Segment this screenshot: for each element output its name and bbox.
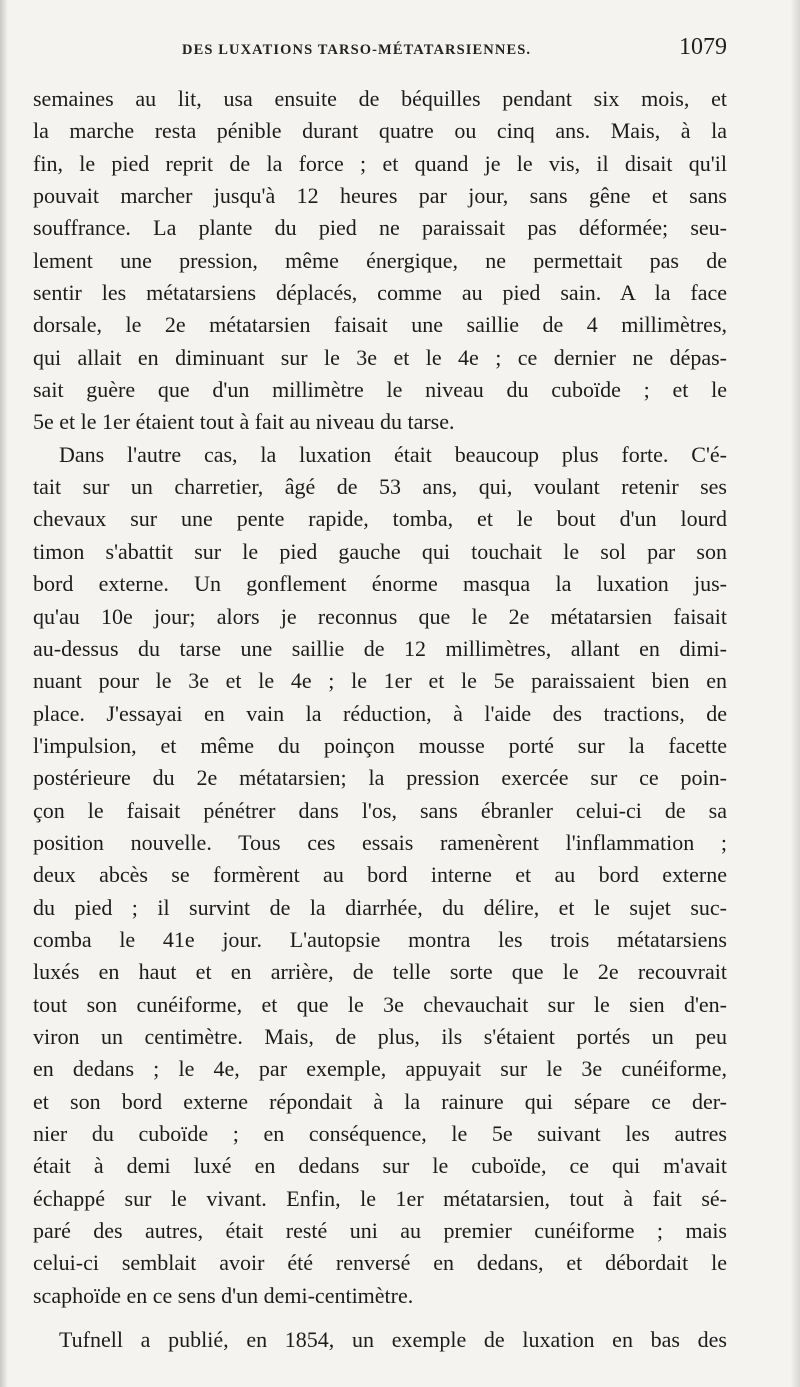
text-line: dorsale, le 2e métatarsien faisait une saillie de 4 millimètres,	[33, 312, 727, 338]
text-line: était à demi luxé en dedans sur le cuboïde, ce qui m'avait	[33, 1153, 727, 1179]
text-line: lement une pression, même énergique, ne permettait pas de	[33, 247, 727, 273]
text-line: en dedans ; le 4e, par exemple, appuyait sur le 3e cunéiforme,	[33, 1056, 727, 1082]
text-line: échappé sur le vivant. Enfin, le 1er métatarsien, tout à fait sé-	[33, 1185, 727, 1211]
text-line: chevaux sur une pente rapide, tomba, et le bout d'un lourd	[33, 506, 727, 532]
page-number: 1079	[679, 34, 727, 60]
text-line: sentir les métatarsiens déplacés, comme au pied sain. A la face	[33, 280, 727, 306]
body-text	[33, 83, 727, 1356]
text-line: tait sur un charretier, âgé de 53 ans, qui, voulant retenir ses	[33, 474, 727, 500]
text-line: la marche resta pénible durant quatre ou cinq ans. Mais, à la	[33, 118, 727, 144]
scan-edge-shadow-left	[0, 0, 8, 1387]
text-line: qu'au 10e jour; alors je reconnus que le 2e métatarsien faisait	[33, 603, 727, 629]
text-line: fin, le pied reprit de la force ; et quand je le vis, il disait qu'il	[33, 150, 727, 176]
text-line: position nouvelle. Tous ces essais ramenèrent l'inflammation ;	[33, 829, 727, 855]
text-line: pouvait marcher jusqu'à 12 heures par jour, sans gêne et sans	[33, 183, 727, 209]
text-line: luxés en haut et en arrière, de telle sorte que le 2e recouvrait	[33, 959, 727, 985]
text-line: viron un centimètre. Mais, de plus, ils s'étaient portés un peu	[33, 1023, 727, 1049]
text-line: souffrance. La plante du pied ne paraissait pas déformée; seu-	[33, 215, 727, 241]
running-head	[32, 30, 727, 70]
text-line: nuant pour le 3e et le 4e ; le 1er et le 5e paraissaient bien en	[33, 668, 727, 694]
scan-edge-shadow-right	[790, 0, 800, 1387]
text-line: place. J'essayai en vain la réduction, à l'aide des tractions, de	[33, 700, 727, 726]
text-line: celui-ci semblait avoir été renversé en dedans, et débordait le	[33, 1250, 727, 1276]
paragraph-first-line: Dans l'autre cas, la luxation était beaucoup plus forte. C'é-	[59, 441, 727, 467]
text-line: comba le 41e jour. L'autopsie montra les trois métatarsiens	[33, 926, 727, 952]
text-line: deux abcès se formèrent au bord interne et au bord externe	[33, 862, 727, 888]
text-line: paré des autres, était resté uni au premier cunéiforme ; mais	[33, 1218, 727, 1244]
paragraph-gap	[33, 1312, 727, 1324]
text-line: çon le faisait pénétrer dans l'os, sans ébranler celui-ci de sa	[33, 797, 727, 823]
text-line: sait guère que d'un millimètre le niveau du cuboïde ; et le	[33, 377, 727, 403]
text-line: tout son cunéiforme, et que le 3e chevauchait sur le sien d'en-	[33, 991, 727, 1017]
text-line: nier du cuboïde ; en conséquence, le 5e suivant les autres	[33, 1121, 727, 1146]
running-title: DES LUXATIONS TARSO-MÉTATARSIENNES.	[182, 42, 532, 58]
text-line: l'impulsion, et même du poinçon mousse porté sur la facette	[33, 732, 727, 758]
text-line: et son bord externe répondait à la rainure qui sépare ce der-	[33, 1088, 727, 1114]
text-line: au-dessus du tarse une saillie de 12 millimètres, allant en dimi-	[33, 635, 727, 661]
text-line: bord externe. Un gonflement énorme masqua la luxation jus-	[33, 571, 727, 597]
text-line: postérieure du 2e métatarsien; la pression exercée sur ce poin-	[33, 765, 727, 791]
text-line: timon s'abattit sur le pied gauche qui touchait le sol par son	[33, 538, 727, 564]
text-line: scaphoïde en ce sens d'un demi-centimètre.	[33, 1282, 414, 1308]
text-line: semaines au lit, usa ensuite de béquilles pendant six mois, et	[33, 86, 727, 111]
text-line: du pied ; il survint de la diarrhée, du délire, et le sujet suc-	[33, 894, 727, 920]
paragraph-first-line: Tufnell a publié, en 1854, un exemple de luxation en bas des	[59, 1327, 727, 1353]
text-line: qui allait en diminuant sur le 3e et le 4e ; ce dernier ne dépas-	[33, 344, 727, 370]
text-line: 5e et le 1er étaient tout à fait au niveau du tarse.	[33, 409, 455, 435]
